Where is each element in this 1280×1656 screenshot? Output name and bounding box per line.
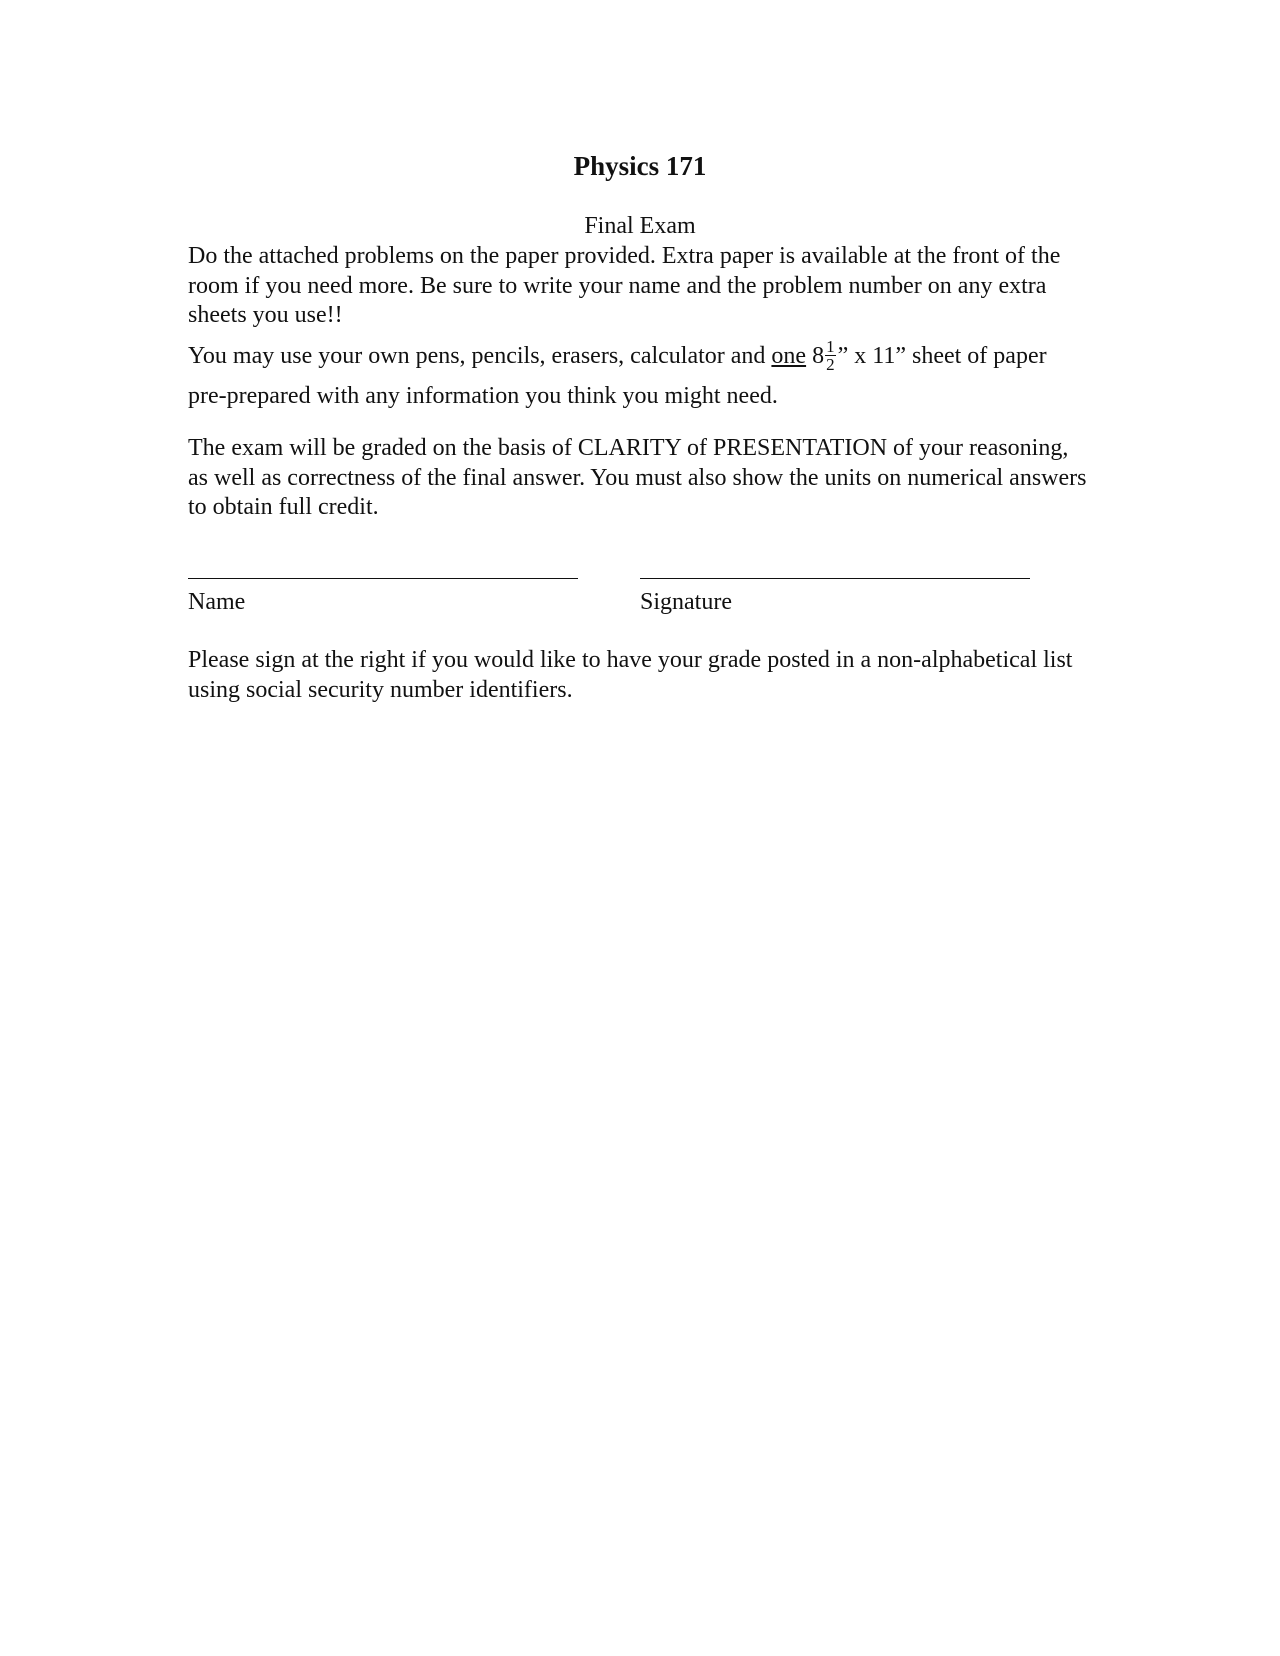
page-subtitle: Final Exam (584, 213, 696, 239)
fraction-denominator: 2 (826, 354, 835, 374)
grade-posting-note: Please sign at the right if you would like to have your grade posted in a non-alphabetical list using social security number identifiers. (188, 647, 1073, 703)
signature-label: Signature (640, 589, 732, 615)
instructions-paragraph-materials (188, 336, 1088, 416)
instructions-paragraph-paper: Do the attached problems on the paper provided. Extra paper is available at the front of the room if you need more. Be sure to write your name and the problem number on any extra sheets you use!! (188, 243, 1061, 328)
signature-write-line[interactable] (640, 578, 1030, 579)
fraction-numerator: 1 (826, 336, 835, 356)
instructions-paragraph-grading: The exam will be graded on the basis of CLARITY of PRESENTATION of your reasoning, as well as correctness of the final answer. You must also show the units on numerical answers to obtain full credit. (188, 435, 1087, 520)
name-label: Name (188, 589, 246, 615)
materials-underlined-word: one (771, 343, 807, 369)
materials-whole-number: 8 (806, 343, 825, 369)
materials-text-after: ” x 11” sheet of paper pre-prepared with any information you think you might need. (188, 343, 1047, 409)
materials-text-before: You may use your own pens, pencils, erasers, calculator and (188, 343, 772, 369)
page-title: Physics 171 (573, 151, 707, 181)
name-write-line[interactable] (188, 578, 578, 579)
fraction-one-half (825, 338, 836, 373)
